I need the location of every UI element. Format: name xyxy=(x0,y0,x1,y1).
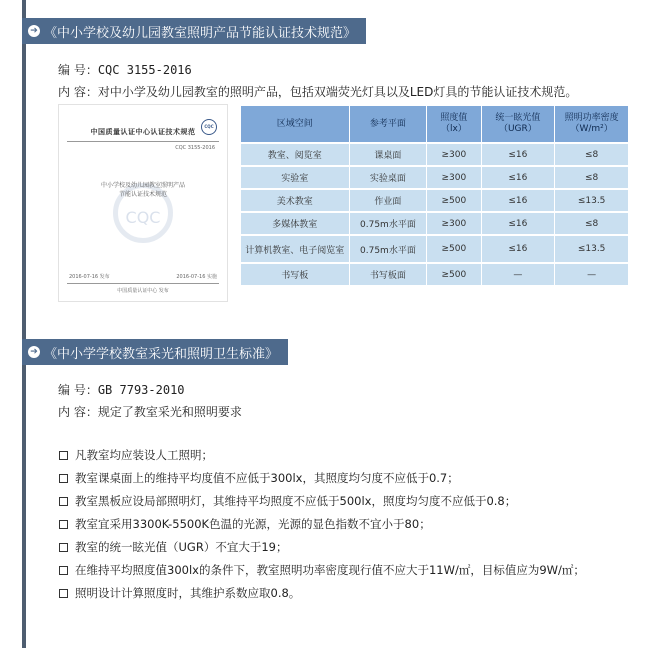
cover-code: CQC 3155-2016 xyxy=(175,145,215,151)
table-cell: ≥500 xyxy=(427,236,481,262)
table-cell: ≤13.5 xyxy=(555,236,629,262)
table-cell: ≥300 xyxy=(427,213,481,234)
table-cell: 课桌面 xyxy=(350,144,428,165)
table-cell: ≤16 xyxy=(482,190,556,211)
table-header-cell: 照度值 （lx） xyxy=(427,106,481,142)
table-cell: 实验桌面 xyxy=(350,167,428,188)
standard-content: 规定了教室采光和照明要求 xyxy=(97,405,242,419)
arrow-circle-icon: ➔ xyxy=(28,346,40,358)
list-item: 教室黑板应设局部照明灯，其维持平均照度不应低于500lx，照度均匀度不应低于0.8； xyxy=(58,490,648,513)
standard-code-row: 编 号：CQC 3155-2016 xyxy=(58,63,192,77)
left-accent-bar xyxy=(22,0,26,648)
table-cell: ≥500 xyxy=(427,190,481,211)
table-row xyxy=(241,144,629,165)
table-cell: 0.75m水平面 xyxy=(350,213,428,234)
table-cell: — xyxy=(555,264,629,285)
table-cell: ≤8 xyxy=(555,167,629,188)
standard-content-row: 内 容：规定了教室采光和照明要求 xyxy=(58,405,242,419)
requirements-list xyxy=(58,444,648,605)
table-cell: 0.75m水平面 xyxy=(350,236,428,262)
checkbox-square-icon xyxy=(59,589,68,598)
checkbox-square-icon xyxy=(59,451,68,460)
table-row xyxy=(241,236,629,262)
table-cell: 多媒体教室 xyxy=(241,213,350,234)
table-cell: ≤8 xyxy=(555,213,629,234)
table-cell: ≤16 xyxy=(482,236,556,262)
cover-divider xyxy=(67,141,219,142)
watermark-icon: CQC xyxy=(113,183,173,243)
standard-code-row: 编 号：GB 7793-2010 xyxy=(58,383,185,397)
section-header-cqc xyxy=(22,18,366,44)
cover-publisher: 中国质量认证中心 发布 xyxy=(117,288,169,294)
list-item: 凡教室均应装设人工照明； xyxy=(58,444,648,467)
table-cell: 计算机教室、电子阅览室 xyxy=(241,236,350,262)
table-cell: ≤13.5 xyxy=(555,190,629,211)
table-cell: 美术教室 xyxy=(241,190,350,211)
table-cell: ≤16 xyxy=(482,144,556,165)
table-cell: ≤8 xyxy=(555,144,629,165)
cover-dates: 2016-07-16 发布 2016-07-16 实施 xyxy=(69,274,217,280)
standard-code: CQC 3155-2016 xyxy=(97,63,192,77)
lighting-spec-table xyxy=(241,104,629,287)
table-header-row xyxy=(241,106,629,142)
table-cell: 教室、阅览室 xyxy=(241,144,350,165)
table-row xyxy=(241,213,629,234)
section-header-gb xyxy=(22,339,288,365)
table-row xyxy=(241,167,629,188)
table-row xyxy=(241,264,629,285)
standard-content-row: 内 容：对中小学及幼儿园教室的照明产品，包括双端荧光灯具以及LED灯具的节能认证技术规范。 xyxy=(58,85,578,99)
section-title: 《中小学学校教室采光和照明卫生标准》 xyxy=(44,346,279,362)
table-cell: 作业面 xyxy=(350,190,428,211)
list-item: 教室课桌面上的维持平均度值不应低于300lx，其照度均匀度不应低于0.7； xyxy=(58,467,648,490)
list-item: 在维持平均照度值300lx的条件下，教室照明功率密度现行值不应大于11W/㎡，目标值应为9W/㎡； xyxy=(58,559,648,582)
checkbox-square-icon xyxy=(59,543,68,552)
table-cell: 实验室 xyxy=(241,167,350,188)
table-header-cell: 照明功率密度 （W/m²） xyxy=(555,106,629,142)
list-item: 教室的统一眩光值（UGR）不宜大于19； xyxy=(58,536,648,559)
list-item: 照明设计计算照度时，其维护系数应取0.8。 xyxy=(58,582,648,605)
table-cell: ≥300 xyxy=(427,167,481,188)
table-cell: 书写板 xyxy=(241,264,350,285)
table-cell: ≤16 xyxy=(482,213,556,234)
checkbox-square-icon xyxy=(59,566,68,575)
arrow-circle-icon: ➔ xyxy=(28,25,40,37)
cover-divider-bottom xyxy=(67,283,219,284)
table-cell: ≤16 xyxy=(482,167,556,188)
standard-code: GB 7793-2010 xyxy=(97,383,185,397)
checkbox-square-icon xyxy=(59,474,68,483)
cqc-logo: CQC xyxy=(201,119,217,135)
list-item: 教室宜采用3300K-5500K色温的光源，光源的显色指数不宜小于80； xyxy=(58,513,648,536)
cover-title: 中国质量认证中心认证技术规范 xyxy=(90,128,196,136)
section-title: 《中小学校及幼儿园教室照明产品节能认证技术规范》 xyxy=(44,25,357,41)
checkbox-square-icon xyxy=(59,520,68,529)
checkbox-square-icon xyxy=(59,497,68,506)
table-header-cell: 区域空间 xyxy=(241,106,350,142)
standard-content: 对中小学及幼儿园教室的照明产品，包括双端荧光灯具以及LED灯具的节能认证技术规范。 xyxy=(97,85,578,99)
table-header-cell: 统一眩光值 （UGR） xyxy=(482,106,556,142)
table-row xyxy=(241,190,629,211)
table-cell: ≥300 xyxy=(427,144,481,165)
table-cell: 书写板面 xyxy=(350,264,428,285)
table-cell: ≥500 xyxy=(427,264,481,285)
cover-subtitle: 中小学校及幼儿园教室照明产品 节能认证技术规范 xyxy=(100,182,185,198)
document-cover-image xyxy=(58,104,228,302)
table-header-cell: 参考平面 xyxy=(350,106,428,142)
table-cell: — xyxy=(482,264,556,285)
